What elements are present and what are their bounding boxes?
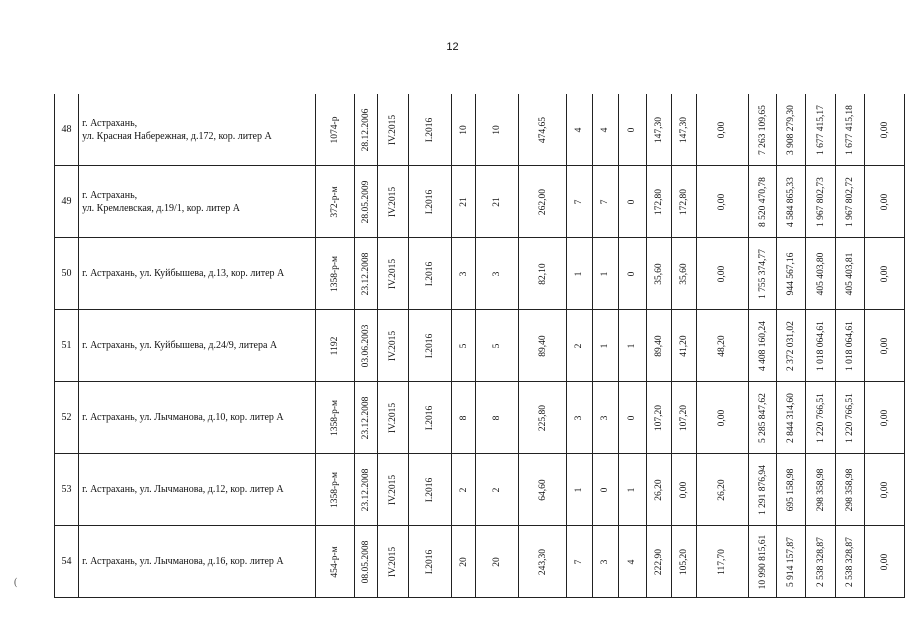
cell-value: 1074-р bbox=[330, 116, 341, 143]
cell-c14 bbox=[806, 94, 836, 166]
cell-value: 3 bbox=[600, 415, 611, 420]
cell-date bbox=[355, 238, 378, 310]
cell-c5 bbox=[519, 454, 567, 526]
cell-value: 117,70 bbox=[717, 548, 728, 575]
address-cell bbox=[79, 238, 316, 310]
cell-value: 0 bbox=[627, 415, 638, 420]
cell-c2 bbox=[408, 454, 451, 526]
cell-value: 2 372 031,02 bbox=[786, 320, 797, 371]
cell-c7 bbox=[592, 526, 618, 598]
cell-value: 28.12.2006 bbox=[361, 108, 372, 151]
cell-value: 8 bbox=[458, 415, 469, 420]
cell-value: 0,00 bbox=[879, 409, 890, 426]
cell-c16 bbox=[865, 166, 905, 238]
cell-c16 bbox=[865, 454, 905, 526]
cell-value: 7 bbox=[600, 199, 611, 204]
cell-date bbox=[355, 94, 378, 166]
cell-c5 bbox=[519, 238, 567, 310]
cell-doc bbox=[315, 454, 354, 526]
cell-c13 bbox=[777, 526, 806, 598]
cell-value: 89,40 bbox=[537, 334, 548, 357]
cell-value: I.2016 bbox=[424, 477, 435, 502]
cell-value: 20 bbox=[458, 556, 469, 567]
address-line: ул. Красная Набережная, д.172, кор. литер А bbox=[82, 130, 272, 142]
cell-c2 bbox=[408, 238, 451, 310]
cell-value: 0,00 bbox=[879, 481, 890, 498]
cell-value: IV.2015 bbox=[387, 186, 398, 217]
cell-value: 0,00 bbox=[879, 193, 890, 210]
cell-value: 48,20 bbox=[717, 334, 728, 357]
cell-c3 bbox=[451, 94, 475, 166]
cell-c2 bbox=[408, 94, 451, 166]
cell-value: 7 bbox=[574, 559, 585, 564]
cell-value: 4 bbox=[574, 127, 585, 132]
cell-value: IV.2015 bbox=[387, 330, 398, 361]
cell-value: I.2016 bbox=[424, 261, 435, 286]
cell-value: 0,00 bbox=[879, 553, 890, 570]
cell-c12 bbox=[749, 94, 777, 166]
cell-value: 2 bbox=[574, 343, 585, 348]
cell-c14 bbox=[806, 238, 836, 310]
cell-value: 405 403,81 bbox=[845, 252, 856, 295]
cell-c9 bbox=[646, 166, 671, 238]
cell-value: 0 bbox=[627, 271, 638, 276]
cell-c9 bbox=[646, 382, 671, 454]
cell-c2 bbox=[408, 526, 451, 598]
cell-value: 23.12.2008 bbox=[361, 468, 372, 511]
cell-date bbox=[355, 310, 378, 382]
cell-c4 bbox=[476, 310, 519, 382]
cell-value: 20 bbox=[492, 556, 503, 567]
cell-value: IV.2015 bbox=[387, 402, 398, 433]
cell-value: 89,40 bbox=[654, 334, 665, 357]
cell-c12 bbox=[749, 454, 777, 526]
cell-value: 262,00 bbox=[537, 188, 548, 215]
cell-c13 bbox=[777, 382, 806, 454]
cell-c13 bbox=[777, 238, 806, 310]
cell-c1 bbox=[377, 526, 408, 598]
cell-value: 1 bbox=[574, 487, 585, 492]
cell-c6 bbox=[567, 238, 592, 310]
cell-value: 372-р-м bbox=[330, 185, 341, 218]
cell-date bbox=[355, 166, 378, 238]
address-line: г. Астрахань, bbox=[82, 117, 138, 129]
cell-value: 105,20 bbox=[678, 548, 689, 575]
cell-value: 107,20 bbox=[654, 404, 665, 431]
cell-c3 bbox=[451, 526, 475, 598]
cell-value: 10 bbox=[492, 124, 503, 135]
cell-value: 5 914 157,87 bbox=[786, 536, 797, 587]
cell-c10 bbox=[672, 382, 696, 454]
cell-c8 bbox=[618, 310, 646, 382]
cell-doc bbox=[315, 382, 354, 454]
cell-value: IV.2015 bbox=[387, 546, 398, 577]
cell-value: 2 bbox=[458, 487, 469, 492]
cell-c10 bbox=[672, 310, 696, 382]
cell-value: 1 291 876,94 bbox=[757, 464, 768, 515]
cell-value: 1 220 766,51 bbox=[845, 392, 856, 443]
cell-value: 21 bbox=[458, 196, 469, 207]
cell-c10 bbox=[672, 238, 696, 310]
cell-value: 474,65 bbox=[537, 116, 548, 143]
cell-value: 2 bbox=[492, 487, 503, 492]
cell-c14 bbox=[806, 310, 836, 382]
address-line: г. Астрахань, ул. Куйбышева, д.13, кор. литер А bbox=[82, 268, 285, 279]
cell-value: 7 bbox=[574, 199, 585, 204]
cell-value: 1 220 766,51 bbox=[815, 392, 826, 443]
cell-c16 bbox=[865, 382, 905, 454]
cell-c6 bbox=[567, 382, 592, 454]
cell-value: 1192 bbox=[330, 336, 341, 355]
cell-value: 03.06.2003 bbox=[361, 324, 372, 367]
cell-value: 3 bbox=[600, 559, 611, 564]
cell-value: 0,00 bbox=[717, 193, 728, 210]
cell-c13 bbox=[777, 94, 806, 166]
cell-c13 bbox=[777, 454, 806, 526]
cell-c14 bbox=[806, 382, 836, 454]
cell-value: 0 bbox=[600, 487, 611, 492]
cell-value: 8 bbox=[492, 415, 503, 420]
register-table bbox=[54, 94, 905, 598]
cell-c8 bbox=[618, 166, 646, 238]
cell-c11 bbox=[696, 382, 748, 454]
cell-doc bbox=[315, 310, 354, 382]
cell-value: 1358-р-м bbox=[330, 255, 341, 292]
cell-value: 1 677 415,18 bbox=[845, 104, 856, 155]
cell-c1 bbox=[377, 382, 408, 454]
margin-mark: ( bbox=[14, 577, 18, 588]
cell-value: 4 bbox=[627, 559, 638, 564]
cell-value: IV.2015 bbox=[387, 474, 398, 505]
cell-c12 bbox=[749, 166, 777, 238]
cell-value: 1 018 064,61 bbox=[815, 320, 826, 371]
cell-c6 bbox=[567, 94, 592, 166]
cell-value: 944 567,16 bbox=[786, 252, 797, 295]
address-cell bbox=[79, 382, 316, 454]
cell-c8 bbox=[618, 94, 646, 166]
cell-value: 225,80 bbox=[537, 404, 548, 431]
address-cell bbox=[79, 454, 316, 526]
cell-value: I.2016 bbox=[424, 549, 435, 574]
cell-value: 3 908 279,30 bbox=[786, 104, 797, 155]
address-line: ул. Кремлевская, д.19/1, кор. литер А bbox=[82, 202, 240, 214]
cell-c16 bbox=[865, 238, 905, 310]
cell-c13 bbox=[777, 310, 806, 382]
row-number: 53 bbox=[55, 454, 79, 526]
cell-c11 bbox=[696, 454, 748, 526]
cell-value: 23.12.2008 bbox=[361, 396, 372, 439]
cell-c3 bbox=[451, 382, 475, 454]
cell-value: 1 bbox=[627, 487, 638, 492]
row-number: 52 bbox=[55, 382, 79, 454]
cell-c15 bbox=[836, 526, 865, 598]
cell-value: 2 538 328,87 bbox=[845, 536, 856, 587]
cell-c9 bbox=[646, 94, 671, 166]
table-row bbox=[55, 238, 905, 310]
cell-c8 bbox=[618, 526, 646, 598]
cell-value: 1 bbox=[627, 343, 638, 348]
cell-c7 bbox=[592, 166, 618, 238]
address-line: г. Астрахань, ул. Лычманова, д.16, кор. литер А bbox=[82, 556, 284, 567]
cell-value: 8 520 470,78 bbox=[757, 176, 768, 227]
cell-c3 bbox=[451, 238, 475, 310]
cell-c11 bbox=[696, 94, 748, 166]
table-row bbox=[55, 94, 905, 166]
cell-value: 0,00 bbox=[717, 265, 728, 282]
cell-value: 7 263 109,65 bbox=[757, 104, 768, 155]
cell-value: 147,30 bbox=[654, 116, 665, 143]
cell-c9 bbox=[646, 238, 671, 310]
cell-c14 bbox=[806, 166, 836, 238]
cell-c15 bbox=[836, 166, 865, 238]
cell-c14 bbox=[806, 454, 836, 526]
cell-value: 1 bbox=[574, 271, 585, 276]
cell-c3 bbox=[451, 166, 475, 238]
cell-c11 bbox=[696, 166, 748, 238]
cell-value: 26,20 bbox=[654, 478, 665, 501]
address-cell bbox=[79, 310, 316, 382]
table-row bbox=[55, 526, 905, 598]
cell-c4 bbox=[476, 94, 519, 166]
table-row bbox=[55, 310, 905, 382]
cell-value: IV.2015 bbox=[387, 258, 398, 289]
page-number: 12 bbox=[446, 41, 459, 53]
cell-value: 23.12.2008 bbox=[361, 252, 372, 295]
cell-value: I.2016 bbox=[424, 117, 435, 142]
cell-value: 41,20 bbox=[678, 334, 689, 357]
cell-c6 bbox=[567, 310, 592, 382]
cell-c2 bbox=[408, 166, 451, 238]
cell-c5 bbox=[519, 166, 567, 238]
cell-c15 bbox=[836, 310, 865, 382]
cell-c16 bbox=[865, 94, 905, 166]
cell-c1 bbox=[377, 166, 408, 238]
cell-c10 bbox=[672, 166, 696, 238]
cell-c2 bbox=[408, 310, 451, 382]
cell-c7 bbox=[592, 310, 618, 382]
cell-value: 4 408 160,24 bbox=[757, 320, 768, 371]
row-number: 50 bbox=[55, 238, 79, 310]
cell-value: 0 bbox=[627, 199, 638, 204]
cell-value: 5 bbox=[492, 343, 503, 348]
cell-c4 bbox=[476, 454, 519, 526]
cell-value: 1358-р-м bbox=[330, 471, 341, 508]
cell-value: 21 bbox=[492, 196, 503, 207]
cell-value: 26,20 bbox=[717, 478, 728, 501]
address-line: г. Астрахань, ул. Лычманова, д.10, кор. литер А bbox=[82, 412, 284, 423]
row-number: 49 bbox=[55, 166, 79, 238]
cell-value: 2 844 314,60 bbox=[786, 392, 797, 443]
cell-c16 bbox=[865, 310, 905, 382]
cell-value: 10 990 815,61 bbox=[757, 534, 768, 589]
cell-c4 bbox=[476, 238, 519, 310]
cell-value: 454-р-м bbox=[330, 545, 341, 578]
cell-value: 222,90 bbox=[654, 548, 665, 575]
cell-c3 bbox=[451, 310, 475, 382]
cell-c9 bbox=[646, 310, 671, 382]
cell-c5 bbox=[519, 94, 567, 166]
address-cell bbox=[79, 526, 316, 598]
cell-c7 bbox=[592, 94, 618, 166]
cell-c8 bbox=[618, 382, 646, 454]
cell-doc bbox=[315, 94, 354, 166]
cell-value: 3 bbox=[492, 271, 503, 276]
cell-value: 298 358,98 bbox=[845, 468, 856, 511]
cell-date bbox=[355, 526, 378, 598]
cell-value: 1 018 064,61 bbox=[845, 320, 856, 371]
cell-c15 bbox=[836, 454, 865, 526]
cell-value: 08.05.2008 bbox=[361, 540, 372, 583]
cell-value: 4 584 865,33 bbox=[786, 176, 797, 227]
row-number: 54 bbox=[55, 526, 79, 598]
cell-value: 3 bbox=[574, 415, 585, 420]
cell-value: 35,60 bbox=[678, 262, 689, 285]
cell-value: 82,10 bbox=[537, 262, 548, 285]
cell-doc bbox=[315, 526, 354, 598]
cell-value: 172,80 bbox=[654, 188, 665, 215]
cell-c5 bbox=[519, 310, 567, 382]
address-line: г. Астрахань, ул. Лычманова, д.12, кор. литер А bbox=[82, 484, 284, 495]
cell-c4 bbox=[476, 166, 519, 238]
cell-doc bbox=[315, 238, 354, 310]
cell-value: I.2016 bbox=[424, 405, 435, 430]
cell-value: 243,30 bbox=[537, 548, 548, 575]
cell-c12 bbox=[749, 382, 777, 454]
cell-c12 bbox=[749, 526, 777, 598]
row-number: 51 bbox=[55, 310, 79, 382]
cell-value: 0,00 bbox=[879, 337, 890, 354]
cell-c6 bbox=[567, 526, 592, 598]
cell-value: 1 bbox=[600, 271, 611, 276]
address-line: г. Астрахань, ул. Куйбышева, д.24/9, литера А bbox=[82, 340, 278, 351]
cell-c16 bbox=[865, 526, 905, 598]
cell-c9 bbox=[646, 454, 671, 526]
cell-c5 bbox=[519, 526, 567, 598]
cell-c7 bbox=[592, 238, 618, 310]
cell-value: 0,00 bbox=[717, 121, 728, 138]
cell-value: 1 967 802,73 bbox=[815, 176, 826, 227]
cell-c1 bbox=[377, 454, 408, 526]
cell-value: 1 755 374,77 bbox=[757, 248, 768, 299]
cell-value: 10 bbox=[458, 124, 469, 135]
cell-value: 172,80 bbox=[678, 188, 689, 215]
cell-c12 bbox=[749, 310, 777, 382]
cell-value: 35,60 bbox=[654, 262, 665, 285]
cell-c12 bbox=[749, 238, 777, 310]
cell-doc bbox=[315, 166, 354, 238]
cell-value: 1358-р-м bbox=[330, 399, 341, 436]
cell-date bbox=[355, 382, 378, 454]
cell-value: 0,00 bbox=[678, 481, 689, 498]
cell-c10 bbox=[672, 94, 696, 166]
cell-value: 695 158,98 bbox=[786, 468, 797, 511]
cell-value: 0 bbox=[627, 127, 638, 132]
cell-c14 bbox=[806, 526, 836, 598]
cell-value: IV.2015 bbox=[387, 114, 398, 145]
cell-value: 298 358,98 bbox=[815, 468, 826, 511]
cell-c15 bbox=[836, 238, 865, 310]
table-row bbox=[55, 166, 905, 238]
cell-value: 4 bbox=[600, 127, 611, 132]
cell-value: 0,00 bbox=[717, 409, 728, 426]
cell-value: I.2016 bbox=[424, 333, 435, 358]
cell-c3 bbox=[451, 454, 475, 526]
cell-value: 1 677 415,17 bbox=[815, 104, 826, 155]
cell-c10 bbox=[672, 526, 696, 598]
cell-c15 bbox=[836, 382, 865, 454]
cell-c6 bbox=[567, 166, 592, 238]
cell-value: 1 bbox=[600, 343, 611, 348]
cell-c1 bbox=[377, 310, 408, 382]
cell-c10 bbox=[672, 454, 696, 526]
cell-c8 bbox=[618, 238, 646, 310]
cell-c8 bbox=[618, 454, 646, 526]
cell-value: 405 403,80 bbox=[815, 252, 826, 295]
cell-c11 bbox=[696, 526, 748, 598]
cell-c6 bbox=[567, 454, 592, 526]
cell-c13 bbox=[777, 166, 806, 238]
cell-c11 bbox=[696, 310, 748, 382]
cell-value: 3 bbox=[458, 271, 469, 276]
cell-date bbox=[355, 454, 378, 526]
cell-c7 bbox=[592, 454, 618, 526]
table-row bbox=[55, 454, 905, 526]
cell-value: I.2016 bbox=[424, 189, 435, 214]
cell-c15 bbox=[836, 94, 865, 166]
cell-c2 bbox=[408, 382, 451, 454]
cell-value: 64,60 bbox=[537, 478, 548, 501]
row-number: 48 bbox=[55, 94, 79, 166]
address-cell bbox=[79, 166, 316, 238]
cell-c11 bbox=[696, 238, 748, 310]
cell-c1 bbox=[377, 94, 408, 166]
table-row bbox=[55, 382, 905, 454]
cell-c9 bbox=[646, 526, 671, 598]
cell-value: 5 bbox=[458, 343, 469, 348]
cell-c7 bbox=[592, 382, 618, 454]
cell-c1 bbox=[377, 238, 408, 310]
cell-value: 0,00 bbox=[879, 265, 890, 282]
address-cell bbox=[79, 94, 316, 166]
cell-value: 5 285 847,62 bbox=[757, 392, 768, 443]
cell-value: 28.05.2009 bbox=[361, 180, 372, 223]
cell-c5 bbox=[519, 382, 567, 454]
cell-value: 1 967 802,72 bbox=[845, 176, 856, 227]
cell-c4 bbox=[476, 526, 519, 598]
cell-c4 bbox=[476, 382, 519, 454]
cell-value: 107,20 bbox=[678, 404, 689, 431]
address-line: г. Астрахань, bbox=[82, 189, 138, 201]
cell-value: 2 538 328,87 bbox=[815, 536, 826, 587]
cell-value: 147,30 bbox=[678, 116, 689, 143]
cell-value: 0,00 bbox=[879, 121, 890, 138]
